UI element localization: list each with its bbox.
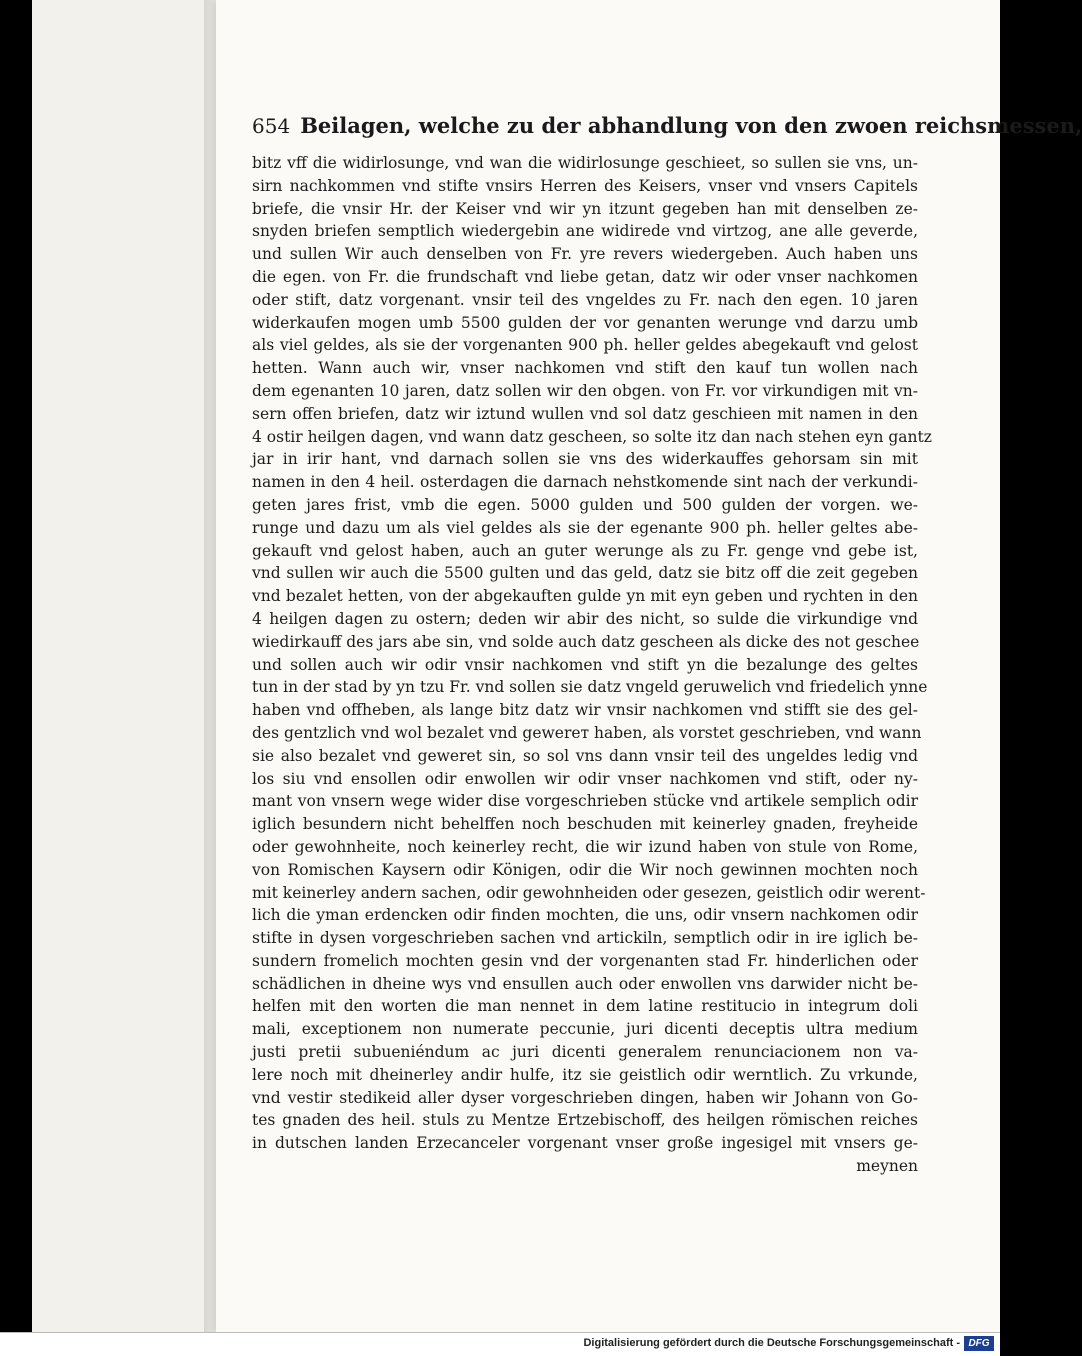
page-number: 654 <box>252 114 291 138</box>
text-line: meynen <box>856 1157 918 1176</box>
text-line: sie also bezalet vnd geweret sin, so sol vns dann vnsir teil des ungeldes ledig vnd <box>252 746 918 765</box>
text-line: wiedirkauff des jars abe sin, vnd solde auch datz gescheen als dicke des not geschee <box>252 632 920 651</box>
text-line: jar in irir hant, vnd darnach sollen sie vns des widerkauffes gehorsam sin mit <box>252 450 918 469</box>
text-line: des gentzlich vnd wol bezalet vnd gewerет haben, als vorstet geschrieben, vnd wann <box>252 723 922 742</box>
text-line: sern offen briefen, datz wir iztund wullen vnd sol datz geschieen mit namen in den <box>252 404 918 423</box>
text-line: widerkaufen mogen umb 5500 gulden der vor genanten werunge vnd darzu umb <box>252 313 918 332</box>
text-line: tes gnaden des heil. stuls zu Mentze Ertzebischoff, des heilgen römischen reiches <box>252 1111 918 1130</box>
text-line: tun in der stad by yn tzu Fr. vnd sollen sie datz vngeld geruwelich vnd friedelich ynne <box>252 678 928 697</box>
text-line: als viel geldes, als sie der vorgenanten 900 ph. heller geldes abegekauft vnd gelost <box>252 336 918 355</box>
text-line: 4 ostir heilgen dagen, vnd wann datz gescheen, so solte itz dan nach stehen eyn gantz <box>252 427 932 446</box>
text-line: vnd bezalet hetten, von der abgekauften gulde yn mit eyn geben und rychten in den <box>252 587 918 606</box>
running-title: Beilagen, welche zu der abhandlung von den zwoen reichsmessen, <box>300 113 1082 138</box>
dfg-logo: DFG <box>964 1336 994 1351</box>
text-line: mali, exceptionem non numerate peccunie, juri dicenti deceptis ultra medium <box>252 1020 918 1039</box>
text-line: lere noch mit dheinerley andir hulfe, itz sie geistlich odir werntlich. Zu vrkunde, <box>252 1065 918 1084</box>
text-line: und sollen auch wir odir vnsir nachkomen vnd stift yn die bezalunge des geltes <box>252 655 918 674</box>
text-line: bitz vff die widirlosunge, vnd wan die widirlosunge geschieet, so sullen sie vns, un- <box>252 154 918 172</box>
page-header <box>252 113 1082 138</box>
text-line: namen in den 4 heil. osterdagen die darnach nehstkomende sint nach der verkundi- <box>252 473 918 492</box>
text-line: mant von vnsern wege wider dise vorgeschrieben stücke vnd artikele semplich odir <box>252 792 918 811</box>
text-line: los siu vnd ensollen odir enwollen wir odir vnser nachkomen vnd stift, oder ny- <box>252 769 918 788</box>
text-line: hetten. Wann auch wir, vnser nachkomen vnd stift den kauf tun wollen nach <box>252 359 918 378</box>
text-line: oder gewohnheite, noch keinerley recht, die wir izund haben von stule von Rome, <box>252 837 918 856</box>
text-line: oder stift, datz vorgenant. vnsir teil des vngeldes zu Fr. nach den egen. 10 jaren <box>252 290 918 309</box>
text-line: geten jares frist, vmb die egen. 5000 gulden und 500 gulden der vorgen. we- <box>252 495 918 514</box>
text-line: die egen. von Fr. die frundschaft vnd liebe getan, datz wir oder vnser nachkomen <box>252 267 918 286</box>
text-line: stifte in dysen vorgeschrieben sachen vnd artickiln, semptlich odir in ire iglich be- <box>252 929 918 948</box>
text-line: und sullen Wir auch denselben von Fr. yre revers wiedergeben. Auch haben uns <box>252 245 918 264</box>
text-line: mit keinerley andern sachen, odir gewohnheiden oder gesezen, geistlich odir werent- <box>252 883 926 902</box>
text-line: sirn nachkommen vnd stifte vnsirs Herren des Keisers, vnser vnd vnsers Capitels <box>252 176 918 195</box>
text-line: schädlichen in dheine wys vnd ensullen auch oder enwollen vns darwider nicht be- <box>252 974 918 993</box>
text-line: iglich besundern nicht behelffen noch beschuden mit keinerley gnaden, freyheide <box>252 815 918 834</box>
footer-bar <box>0 1332 1000 1356</box>
text-line: vnd vestir stedikeid aller dyser vorgeschrieben dingen, haben wir Johann von Go- <box>252 1088 918 1107</box>
text-line: snyden briefen semptlich wiedergebin ane widirede vnd virtzog, ane alle geverde, <box>252 222 918 241</box>
body-text <box>252 152 932 1178</box>
text-line: 4 heilgen dagen zu ostern; deden wir abir des nicht, so sulde die virkundige vnd <box>252 609 918 628</box>
text-line: sundern fromelich mochten gesin vnd der vorgenanten stad Fr. hinderlichen oder <box>252 951 918 970</box>
text-line: lich die yman erdencken odir finden mochten, die uns, odir vnsern nachkomen odir <box>252 906 918 925</box>
text-line: gekauft vnd gelost haben, auch an guter werunge als zu Fr. genge vnd gebe ist, <box>252 541 918 560</box>
text-line: vnd sullen wir auch die 5500 gulten und das geld, datz sie bitz off die zeit gegeben <box>252 564 918 583</box>
text-line: von Romischen Kaysern odir Königen, odir die Wir noch gewinnen mochten noch <box>252 860 918 879</box>
funding-notice: Digitalisierung gefördert durch die Deutsche Forschungsgemeinschaft - <box>583 1337 960 1349</box>
text-line: haben vnd offheben, als lange bitz datz wir vnsir nachkomen vnd stifft sie des gel- <box>252 701 918 720</box>
text-line: in dutschen landen Erzecanceler vorgenant vnser große ingesigel mit vnsers ge- <box>252 1134 918 1153</box>
text-line: helfen mit den worten die man nennet in dem latine restitucio in integrum doli <box>252 997 918 1016</box>
text-line: briefe, die vnsir Hr. der Keiser vnd wir yn itzunt gegeben han mit denselben ze- <box>252 199 918 218</box>
text-line: runge und dazu um als viel geldes als sie der egenante 900 ph. heller geltes abe- <box>252 518 918 537</box>
text-line: justi pretii subueniéndum ac juri dicenti generalem renunciacionem non va- <box>252 1043 918 1062</box>
text-line: dem egenanten 10 jaren, datz sollen wir den obgen. von Fr. vor virkundigen mit vn- <box>252 381 918 400</box>
